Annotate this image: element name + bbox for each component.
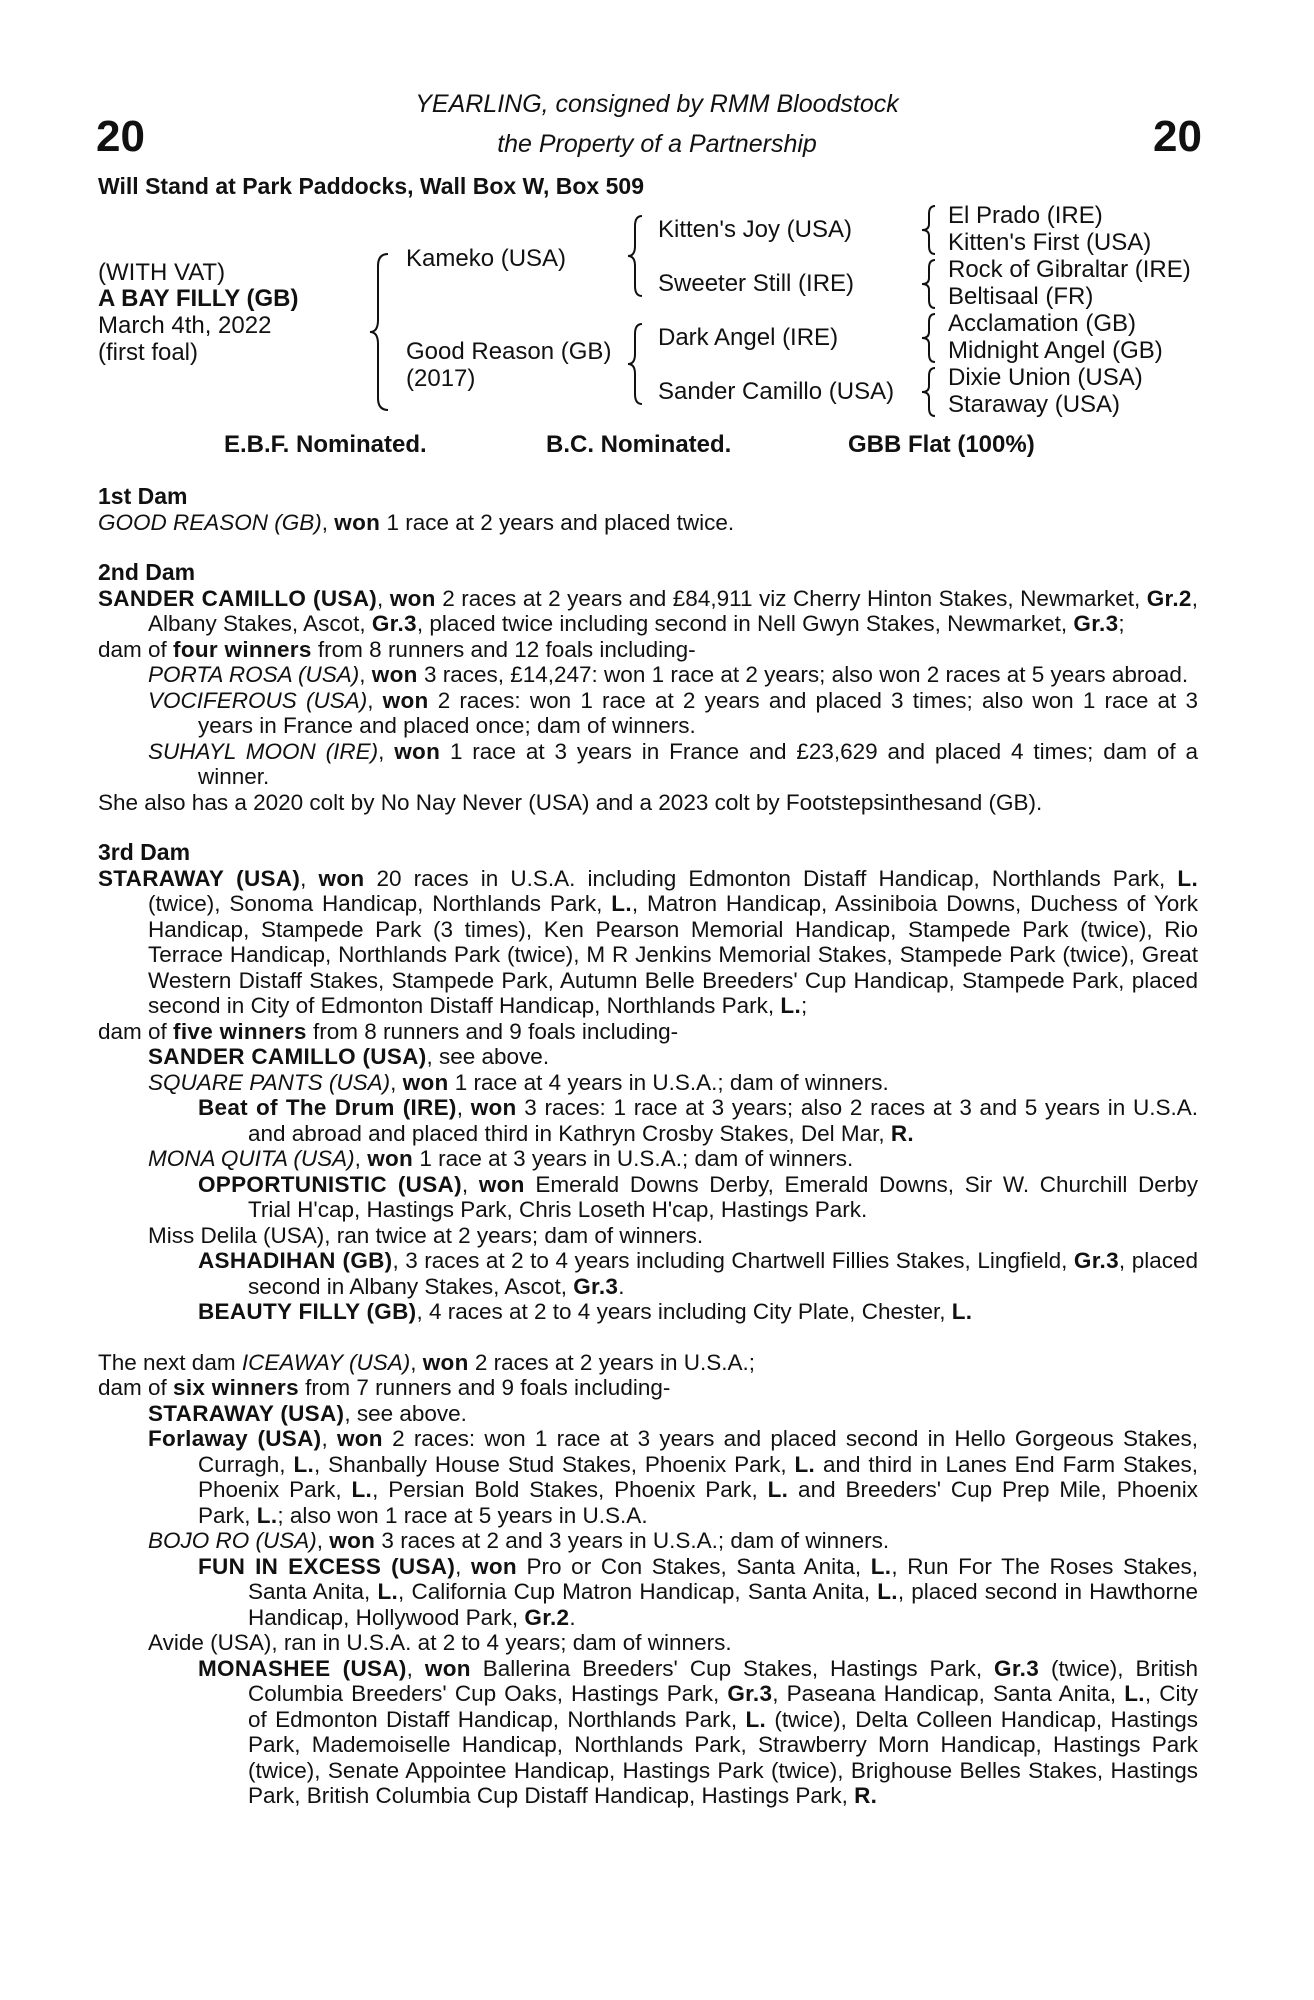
ggd-1: Kitten's First (USA) <box>948 229 1152 256</box>
bc-nomination: B.C. Nominated. <box>546 431 732 458</box>
gbb-nomination: GBB Flat (100%) <box>848 431 1035 458</box>
next-dam-progeny: Avide (USA), ran in U.S.A. at 2 to 4 years; dam of winners. <box>148 1630 732 1655</box>
gen3-brace-4 <box>922 366 938 418</box>
ggd-3: Midnight Angel (GB) <box>948 337 1163 364</box>
horse-name: A BAY FILLY (GB) <box>98 285 299 312</box>
first-dam-title: 1st Dam <box>98 483 188 509</box>
foaling-date: March 4th, 2022 <box>98 312 272 339</box>
next-dam-progeny: BOJO RO (USA), won 3 races at 2 and 3 years in U.S.A.; dam of winners. <box>148 1528 890 1553</box>
dam: Good Reason (GB) <box>406 338 612 365</box>
ebf-nomination: E.B.F. Nominated. <box>224 431 427 458</box>
catalogue-body <box>98 484 1198 1809</box>
gen3-brace-2 <box>922 258 938 310</box>
ggd-4: Staraway (USA) <box>948 391 1121 418</box>
ggs-4: Dixie Union (USA) <box>948 364 1143 391</box>
dam-sire: Dark Angel (IRE) <box>658 324 839 351</box>
second-dam-also: She also has a 2020 colt by No Nay Never (USA) and a 2023 colt by Footstepsinthesand (GB). <box>98 789 1043 815</box>
second-dam-progeny: PORTA ROSA (USA), won 3 races, £14,247: won 1 race at 2 years; also won 2 races at 5 years abroad. <box>148 662 1189 687</box>
ggs-1: El Prado (IRE) <box>948 202 1103 229</box>
third-dam-grandprogeny: OPPORTUNISTIC (USA), won Emerald Downs Derby, Emerald Downs, Sir W. Churchill Derby Trial H'cap, Hastings Park, Chris Loseth H'cap, Hastings Park. <box>198 1171 1199 1222</box>
sire-brace <box>628 214 646 298</box>
second-dam-title: 2nd Dam <box>98 559 196 585</box>
main-brace <box>370 252 394 412</box>
third-dam-grandprogeny: ASHADIHAN (GB), 3 races at 2 to 4 years including Chartwell Fillies Stakes, Lingfield, Gr.3, placed second in Albany Stakes, Ascot, Gr.3. <box>198 1248 1198 1299</box>
lot-header <box>0 84 1314 164</box>
next-dam-main: The next dam ICEAWAY (USA), won 2 races at 2 years in U.S.A.; <box>98 1349 755 1375</box>
second-dam-main: SANDER CAMILLO (USA), won 2 races at 2 years and £84,911 viz Cherry Hinton Stakes, Newmarket, Gr.2, Albany Stakes, Ascot, Gr.3, placed twice including second in Nell Gwyn Stakes, Newmarket, Gr.3; <box>98 585 1198 636</box>
third-dam-progeny: MONA QUITA (USA), won 1 race at 3 years in U.S.A.; dam of winners. <box>148 1146 854 1171</box>
gen3-brace-3 <box>922 312 938 364</box>
next-dam-grandprogeny: MONASHEE (USA), won Ballerina Breeders' Cup Stakes, Hastings Park, Gr.3 (twice), British Columbia Breeders' Cup Oaks, Hastings Park, Gr.3, Paseana Handicap, Santa Anita, L., City of Edmonton Distaff Handicap, Northlands Park, L. (twice), Delta Colleen Handicap, Hastings Park, Mademoiselle Handicap, Northlands Park, Strawberry Morn Handicap, Hastings Park (twice), Senate Appointee Handicap, Hastings Park (twice), Brighouse Belles Stakes, Hastings Park, British Columbia Cup Distaff Handicap, Hastings Park, R. <box>198 1655 1199 1808</box>
sire-dam: Sweeter Still (IRE) <box>658 270 855 297</box>
third-dam-grandprogeny: BEAUTY FILLY (GB), 4 races at 2 to 4 years including City Plate, Chester, L. <box>198 1299 973 1324</box>
ggs-3: Acclamation (GB) <box>948 310 1137 337</box>
third-dam-progeny: Miss Delila (USA), ran twice at 2 years; dam of winners. <box>148 1222 704 1248</box>
next-dam-grandprogeny: FUN IN EXCESS (USA), won Pro or Con Stakes, Santa Anita, L., Run For The Roses Stakes, Santa Anita, L., California Cup Matron Handicap, Santa Anita, L., placed second in Hawthorne Handicap, Hollywood Park, Gr.2. <box>198 1553 1198 1630</box>
lot-number-left: 20 <box>96 112 145 161</box>
third-dam-damof: dam of five winners from 8 runners and 9 foals including- <box>98 1018 679 1044</box>
third-dam-progeny: SQUARE PANTS (USA), won 1 race at 4 years in U.S.A.; dam of winners. <box>148 1069 889 1095</box>
property-line: the Property of a Partnership <box>497 130 817 158</box>
sire-sire: Kitten's Joy (USA) <box>658 216 852 243</box>
ggd-2: Beltisaal (FR) <box>948 283 1094 310</box>
second-dam-progeny: VOCIFEROUS (USA), won 2 races: won 1 race at 2 years and placed 3 times; also won 1 race at 3 years in France and placed once; dam of winners. <box>148 687 1198 738</box>
stand-location: Will Stand at Park Paddocks, Wall Box W, Box 509 <box>98 173 644 199</box>
gen3-brace-1 <box>922 204 938 256</box>
consignor-line: YEARLING, consigned by RMM Bloodstock <box>415 90 899 118</box>
next-dam-progeny: STARAWAY (USA), see above. <box>148 1400 467 1426</box>
dam-brace <box>628 322 646 406</box>
next-dam-damof: dam of six winners from 7 runners and 9 foals including- <box>98 1375 671 1400</box>
third-dam-progeny: SANDER CAMILLO (USA), see above. <box>148 1044 550 1069</box>
dam-dam: Sander Camillo (USA) <box>658 378 895 405</box>
ggs-2: Rock of Gibraltar (IRE) <box>948 256 1191 283</box>
third-dam-grandprogeny: Beat of The Drum (IRE), won 3 races: 1 race at 3 years; also 2 races at 3 and 5 years in U.S.A. and abroad and placed third in Kathryn Crosby Stakes, Del Mar, R. <box>198 1095 1199 1146</box>
sire: Kameko (USA) <box>406 245 567 272</box>
third-dam-main: STARAWAY (USA), won 20 races in U.S.A. including Edmonton Distaff Handicap, Northlands Park, L. (twice), Sonoma Handicap, Northlands Park, L., Matron Handicap, Assiniboia Downs, Duchess of York Handicap, Stampede Park (3 times), Ken Pearson Memorial Handicap, Stampede Park (twice), Rio Terrace Handicap, Northlands Park (twice), M R Jenkins Memorial Stakes, Stampede Park (twice), Great Western Distaff Stakes, Stampede Park, Autumn Belle Breeders' Cup Handicap, Stampede Park, placed second in City of Edmonton Distaff Handicap, Northlands Park, L.; <box>98 865 1199 1018</box>
foal-note: (first foal) <box>98 339 199 366</box>
second-dam-progeny: SUHAYL MOON (IRE), won 1 race at 3 years in France and £23,629 and placed 4 times; dam of a winner. <box>148 738 1198 789</box>
vat-note: (WITH VAT) <box>98 259 226 286</box>
second-dam-damof: dam of four winners from 8 runners and 12 foals including- <box>98 636 696 662</box>
third-dam-title: 3rd Dam <box>98 839 191 865</box>
next-dam-progeny: Forlaway (USA), won 2 races: won 1 race at 3 years and placed second in Hello Gorgeous Stakes, Curragh, L., Shanbally House Stud Stakes, Phoenix Park, L. and third in Lanes End Farm Stakes, Phoenix Park, L., Persian Bold Stakes, Phoenix Park, L. and Breeders' Cup Prep Mile, Phoenix Park, L.; also won 1 race at 5 years in U.S.A. <box>148 1426 1199 1528</box>
lot-number-right: 20 <box>1153 112 1202 161</box>
dam-year: (2017) <box>406 365 476 392</box>
first-dam-text: GOOD REASON (GB), won 1 race at 2 years and placed twice. <box>98 509 735 535</box>
